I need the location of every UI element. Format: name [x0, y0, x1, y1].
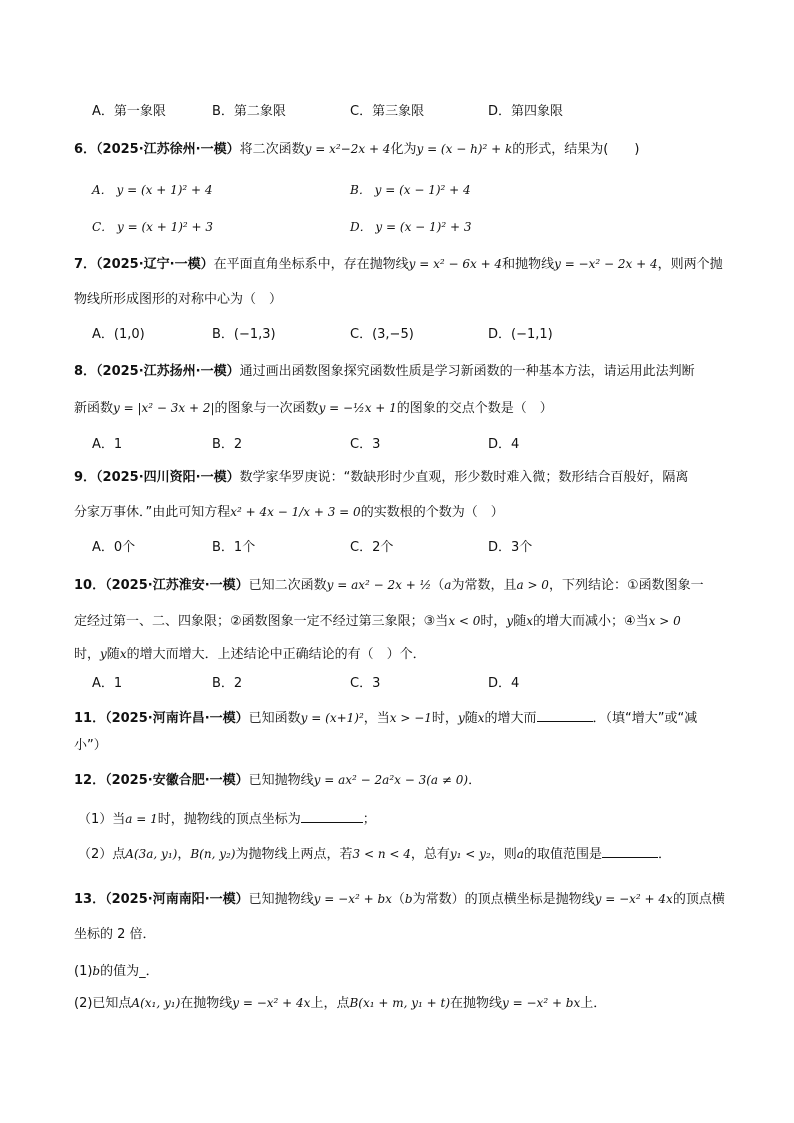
- q13-math: y = −x² + bx: [502, 996, 581, 1010]
- q12-part1-answer-blank[interactable]: [301, 808, 363, 823]
- q12-stem: [74, 770, 734, 791]
- q10-option-c: C．3: [350, 676, 381, 691]
- q6-math-2: y = (x − h)² + k: [416, 142, 513, 156]
- q10-math: x < 0: [448, 614, 481, 628]
- q11-text: 时，: [431, 711, 458, 726]
- q6-math-1: y = x²−2x + 4: [304, 142, 391, 156]
- q12-text: ．: [657, 847, 671, 862]
- q7-option-b: B．(−1,3): [212, 327, 276, 342]
- q7-option-a: A．(1,0): [92, 327, 145, 342]
- q5-option-c: C．第三象限: [350, 104, 425, 119]
- q11-stem-line2: 小”）: [74, 738, 107, 753]
- q9-stem: [74, 468, 734, 488]
- q8-text: 通过画出函数图象探究函数性质是学习新函数的一种基本方法，请运用此法判断: [239, 364, 695, 379]
- q9-source: （2025·四川资阳·一模）: [96, 470, 240, 485]
- q12-text: ；: [362, 812, 376, 827]
- q10-option-b: B．2: [212, 676, 243, 691]
- q12-number: 12．: [74, 773, 106, 788]
- q13-stem-line2: 坐标的 2 倍．: [74, 927, 156, 942]
- q10-stem-line3: [74, 644, 734, 665]
- q9-text: 数学家华罗庚说：“数缺形时少直观，形少数时难入微；数形结合百般好，隔离: [239, 470, 689, 485]
- q6-option-a: A． y = (x + 1)² + 4: [92, 183, 213, 197]
- q13-text: （: [391, 892, 405, 907]
- q12-text: 已知抛物线: [248, 773, 314, 788]
- q12-text: ．: [468, 773, 482, 788]
- q13-source: （2025·河南南阳·一模）: [105, 892, 249, 907]
- q6-option-d: D． y = (x − 1)² + 3: [350, 220, 472, 234]
- q12-text: 的取值范围是: [523, 847, 602, 862]
- q11-text: 的增大而: [484, 711, 537, 726]
- q13-math: B(x₁ + m, y₁ + t): [349, 996, 451, 1010]
- q10-stem: [74, 575, 734, 596]
- q8-option-a: A．1: [92, 437, 123, 452]
- q11-text: ．（填“增大”或“减: [592, 711, 698, 726]
- q6-stem: [74, 139, 734, 160]
- q11-text: 已知函数: [248, 711, 301, 726]
- q12-text: ，则: [490, 847, 517, 862]
- q10-math: x > 0: [648, 614, 681, 628]
- q9-option-c: C．2个: [350, 540, 394, 555]
- q8-stem-line2: [74, 398, 734, 419]
- q12-part2-answer-blank[interactable]: [602, 843, 658, 858]
- q10-math-1: y = ax² − 2x + ½: [326, 578, 432, 592]
- q7-option-d: D．(−1,1): [488, 327, 553, 342]
- q7-text: 在平面直角坐标系中，存在抛物线: [213, 257, 409, 272]
- q10-math: y: [100, 647, 107, 661]
- q8-math-2: y = −½x + 1: [318, 401, 397, 415]
- q11-text: 随: [464, 711, 478, 726]
- q8-math-1: y = |x² − 3x + 2|: [113, 401, 215, 415]
- q6-option-b: B． y = (x − 1)² + 4: [350, 183, 471, 197]
- q11-math-4: x: [477, 711, 485, 725]
- q10-source: （2025·江苏淮安·一模）: [105, 578, 249, 593]
- q10-stem-line2: [74, 611, 734, 632]
- q7-text: 和抛物线: [502, 257, 555, 272]
- q13-text: 已知抛物线: [248, 892, 314, 907]
- q9-option-a: A．0个: [92, 540, 136, 555]
- q8-source: （2025·江苏扬州·一模）: [96, 364, 240, 379]
- q10-math-a2: a > 0: [516, 578, 549, 592]
- q10-math-a: a: [444, 578, 452, 592]
- q10-option-d: D．4: [488, 676, 520, 691]
- q11-source: （2025·河南许昌·一模）: [105, 711, 249, 726]
- q13-text: 为常数）的顶点横坐标是抛物线: [412, 892, 595, 907]
- q8-text: 新函数: [74, 401, 114, 416]
- q13-text: (1): [74, 964, 93, 979]
- q12-text: 为抛物线上两点，若: [235, 847, 353, 862]
- q10-text: 时，: [480, 614, 507, 629]
- q9-option-b: B．1个: [212, 540, 256, 555]
- q11-answer-blank[interactable]: [537, 707, 593, 722]
- q10-text: 的增大而减小；④当: [533, 614, 649, 629]
- q10-option-a: A．1: [92, 676, 123, 691]
- q10-text: 已知二次函数: [248, 578, 327, 593]
- q7-math-1: y = x² − 6x + 4: [408, 257, 503, 271]
- q5-option-a: A．第一象限: [92, 104, 166, 119]
- q10-text: 随: [106, 647, 120, 662]
- q12-text: （2）点: [78, 847, 126, 862]
- q8-stem: [74, 362, 734, 382]
- q13-text: 在抛物线: [450, 996, 503, 1011]
- q5-option-d: D．第四象限: [488, 104, 564, 119]
- q12-math: a = 1: [125, 812, 158, 826]
- q12-math-1: y = ax² − 2a²x − 3(a ≠ 0): [313, 773, 469, 787]
- q8-text: 的图象与一次函数: [214, 401, 319, 416]
- q12-math: A(3a, y₁): [125, 847, 178, 861]
- q10-math: y: [506, 614, 514, 628]
- q13-math-2: b: [404, 892, 413, 906]
- q9-stem-line2: [74, 502, 734, 523]
- q9-text: 的实数根的个数为（ ）: [360, 505, 504, 520]
- q12-text: ，总有: [410, 847, 450, 862]
- q6-source: （2025·江苏徐州·一模）: [96, 142, 240, 157]
- q13-part-2: [74, 993, 734, 1014]
- q11-stem: [74, 707, 734, 729]
- q12-math: y₁ < y₂: [449, 847, 491, 861]
- q13-part-1: [74, 961, 734, 982]
- q10-math: x: [119, 647, 127, 661]
- q7-math-2: y = −x² − 2x + 4: [554, 257, 658, 271]
- q11-text: ，当: [363, 711, 390, 726]
- q6-number: 6．: [74, 142, 97, 157]
- q10-text: 定经过第一、二、四象限；②函数图象一定不经过第三象限；③当: [74, 614, 449, 629]
- q6-option-c: C． y = (x + 1)² + 3: [92, 220, 214, 234]
- q6-text: 将二次函数: [239, 142, 305, 157]
- q13-text: 在抛物线: [180, 996, 233, 1011]
- q13-text: 上，点: [310, 996, 350, 1011]
- q8-text: 的图象的交点个数是（ ）: [396, 401, 553, 416]
- q11-math-2: x > −1: [389, 711, 432, 725]
- q7-source: （2025·辽宁·一模）: [96, 257, 214, 272]
- q9-math-1: x² + 4x − 1/x + 3 = 0: [230, 505, 361, 519]
- q8-option-d: D．4: [488, 437, 520, 452]
- q7-stem-line2: 物线所形成图形的对称中心为（ ）: [74, 292, 283, 307]
- q13-math: A(x₁, y₁): [131, 996, 181, 1010]
- q7-stem: [74, 254, 734, 275]
- q12-part-2: [78, 843, 734, 865]
- q8-option-b: B．2: [212, 437, 243, 452]
- q12-source: （2025·安徽合肥·一模）: [105, 773, 249, 788]
- q13-math-3: y = −x² + 4x: [594, 892, 673, 906]
- q7-number: 7．: [74, 257, 97, 272]
- q12-text: 时，抛物线的顶点坐标为: [157, 812, 301, 827]
- q7-option-c: C．(3,−5): [350, 327, 414, 342]
- q6-text: 的形式，结果为( ): [512, 142, 640, 157]
- q13-number: 13．: [74, 892, 106, 907]
- q13-math-1: y = −x² + bx: [313, 892, 392, 906]
- q10-number: 10．: [74, 578, 106, 593]
- q12-text: ，: [177, 847, 191, 862]
- q13-math: y = −x² + 4x: [232, 996, 311, 1010]
- q12-math: 3 < n < 4: [352, 847, 411, 861]
- q10-text: 为常数，且: [451, 578, 517, 593]
- q13-text: (2)已知点: [74, 996, 132, 1011]
- q13-stem: [74, 889, 734, 910]
- q13-text: 的顶点横: [672, 892, 725, 907]
- q12-math: B(n, y₂): [190, 847, 236, 861]
- q9-number: 9．: [74, 470, 97, 485]
- q9-option-d: D．3个: [488, 540, 533, 555]
- q10-math: x: [526, 614, 533, 628]
- q9-text: 分家万事休．”由此可知方程: [74, 505, 231, 520]
- q8-number: 8．: [74, 364, 97, 379]
- q11-math-3: y: [457, 711, 465, 725]
- q10-text: 随: [513, 614, 527, 629]
- q7-text: ，则两个抛: [657, 257, 723, 272]
- q10-text: 的增大而增大．上述结论中正确结论的有（ ）个．: [126, 647, 426, 662]
- q13-math: b: [92, 964, 101, 978]
- q12-math: a: [516, 847, 524, 861]
- q13-text: 的值为_．: [100, 964, 159, 979]
- q11-number: 11．: [74, 711, 106, 726]
- q12-text: （1）当: [78, 812, 126, 827]
- q12-part-1: [78, 808, 734, 830]
- q11-math-1: y = (x+1)²: [300, 711, 364, 725]
- q10-text: ，下列结论：①函数图象一: [548, 578, 704, 593]
- q6-text: 化为: [390, 142, 417, 157]
- q10-text: （: [431, 578, 445, 593]
- q13-text: 上．: [580, 996, 607, 1011]
- q10-text: 时，: [74, 647, 101, 662]
- q5-option-b: B．第二象限: [212, 104, 286, 119]
- q8-option-c: C．3: [350, 437, 381, 452]
